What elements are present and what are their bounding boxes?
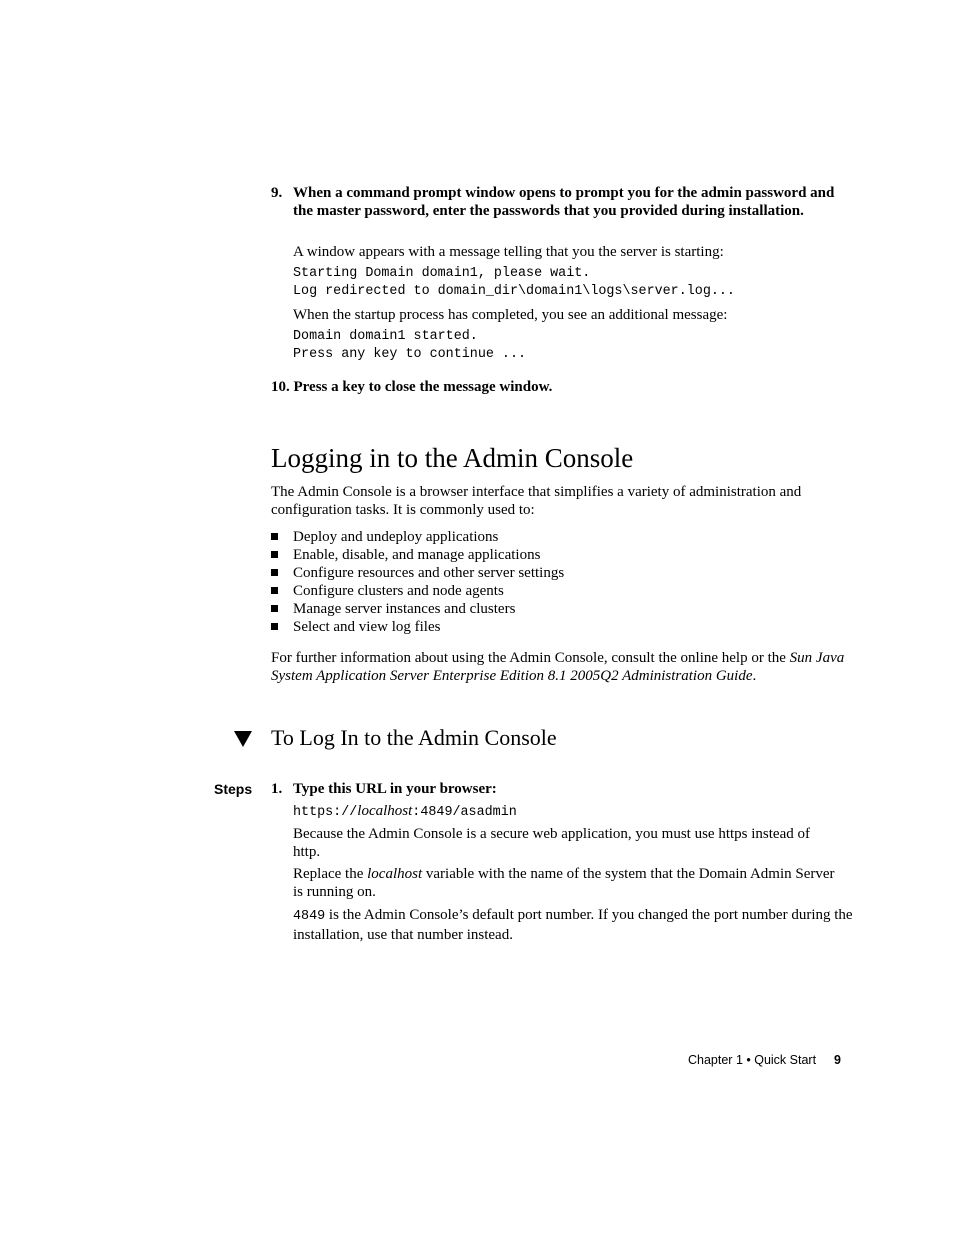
- step-10: [271, 378, 851, 396]
- bullet-square-icon: [271, 587, 278, 594]
- step-1-paragraph-1: Because the Admin Console is a secure web application, you must use https instead of http.: [293, 826, 810, 860]
- admin-guide-title: Sun Java System Application Server Enterprise Edition 8.1 2005Q2 Administration Guide: [271, 650, 845, 684]
- step-9-paragraph-2: When the startup process has completed, you see an additional message:: [293, 307, 728, 323]
- section-intro: The Admin Console is a browser interface that simplifies a variety of administration and configuration tasks. It is commonly used to:: [271, 484, 802, 518]
- further-info-paragraph: [271, 649, 846, 685]
- code-line: Domain domain1 started.: [293, 329, 478, 344]
- step-number-9: 9.: [271, 185, 283, 201]
- step-1-paragraph-3: 4849 is the Admin Console’s default port number. If you changed the port number during the installation, use that number instead.: [293, 907, 853, 943]
- code-block-started: [293, 328, 853, 364]
- list-item: Enable, disable, and manage applications: [271, 546, 851, 564]
- list-item: Configure resources and other server settings: [271, 564, 851, 582]
- step-9-instruction: When a command prompt window opens to prompt you for the admin password and the master password, enter the passwords that you provided during installation.: [293, 185, 835, 219]
- section-heading: Logging in to the Admin Console: [271, 443, 634, 473]
- step-number-10: 10.: [271, 379, 290, 395]
- step-1-paragraph-2: Replace the localhost variable with the name of the system that the Domain Admin Server is running on.: [293, 866, 835, 900]
- step-number-1: 1.: [271, 781, 283, 797]
- bullet-square-icon: [271, 551, 278, 558]
- bullet-square-icon: [271, 623, 278, 630]
- code-line: Log redirected to domain_dir\domain1\logs\server.log...: [293, 284, 735, 299]
- list-item: Manage server instances and clusters: [271, 600, 851, 618]
- footer-chapter: Chapter 1 • Quick Start: [688, 1053, 817, 1067]
- url-prefix: https://: [293, 805, 358, 820]
- code-block-startup: [293, 265, 853, 301]
- url-suffix: :4849/asadmin: [412, 805, 517, 820]
- bullet-list: [271, 528, 851, 636]
- step-9-paragraph-1: A window appears with a message telling that you the server is starting:: [293, 244, 724, 260]
- code-line: Press any key to continue ...: [293, 347, 527, 362]
- bullet-square-icon: [271, 533, 278, 540]
- procedure-heading: To Log In to the Admin Console: [271, 725, 557, 750]
- admin-url: [293, 802, 853, 822]
- code-line: Starting Domain domain1, please wait.: [293, 266, 591, 281]
- url-host-variable: localhost: [357, 803, 413, 819]
- list-item: Deploy and undeploy applications: [271, 528, 851, 546]
- further-info-period: .: [752, 668, 757, 684]
- list-item: Select and view log files: [271, 618, 851, 636]
- port-number: 4849: [293, 909, 326, 924]
- further-info-text: For further information about using the Admin Console, consult the online help or the: [271, 650, 786, 666]
- step-10-instruction: Press a key to close the message window.: [293, 379, 553, 395]
- bullet-square-icon: [271, 605, 278, 612]
- steps-label: Steps: [214, 781, 253, 797]
- step-1-instruction: Type this URL in your browser:: [293, 781, 497, 797]
- procedure-triangle-icon: [234, 731, 252, 747]
- bullet-square-icon: [271, 569, 278, 576]
- list-item: Configure clusters and node agents: [271, 582, 851, 600]
- page-number: 9: [834, 1053, 841, 1067]
- localhost-variable: localhost: [367, 866, 423, 882]
